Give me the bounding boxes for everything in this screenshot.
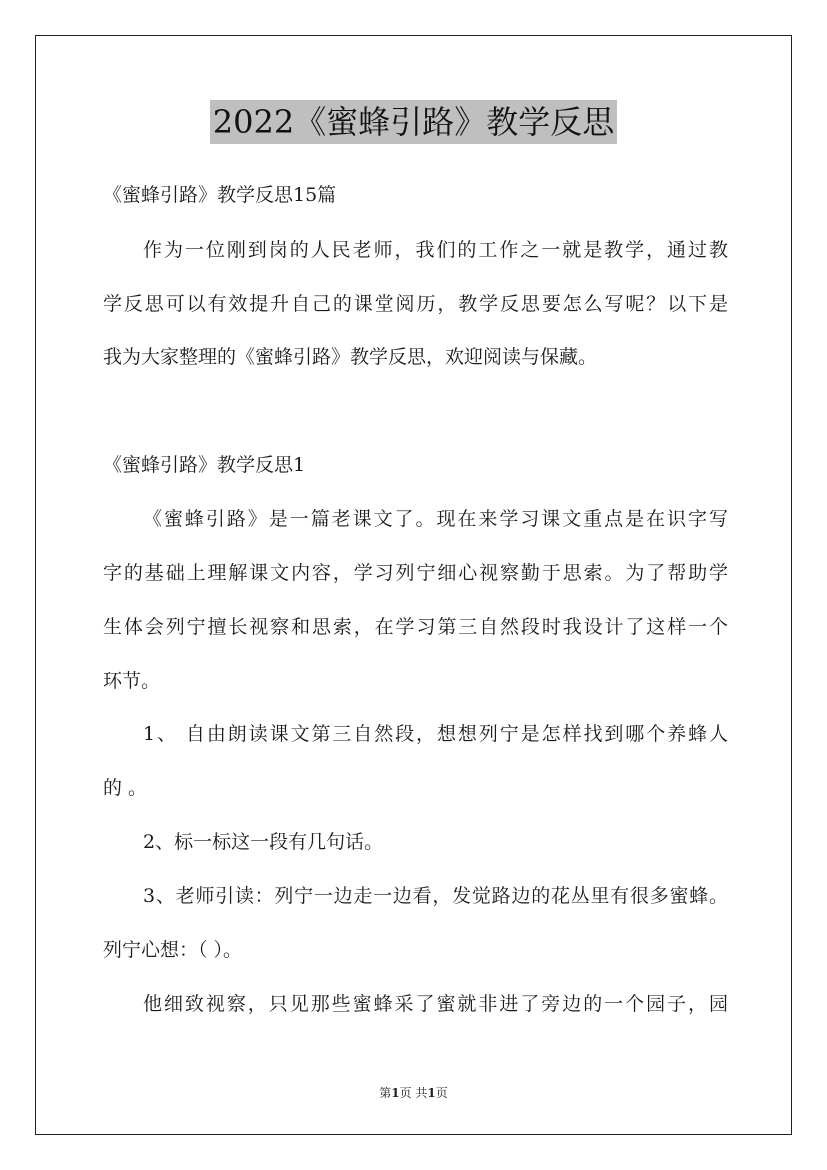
intro-line-2: 学反思可以有效提升自己的课堂阅历，教学反思要怎么写呢？以下是 xyxy=(103,293,728,315)
step1-line-2: 的 。 xyxy=(103,777,148,799)
document-subtitle: 《蜜蜂引路》教学反思15篇 xyxy=(103,184,337,206)
section1-line-1: 《蜜蜂引路》是一篇老课文了。现在来学习课文重点是在识字写 xyxy=(143,508,728,530)
footer-suffix: 页 xyxy=(435,1086,448,1100)
footer-page-number: 1 xyxy=(391,1086,400,1100)
intro-line-3: 我为大家整理的《蜜蜂引路》教学反思，欢迎阅读与保藏。 xyxy=(103,346,598,368)
section1-line-2: 字的基础上理解课文内容，学习列宁细心视察勤于思索。为了帮助学 xyxy=(103,562,728,584)
title-container xyxy=(0,100,827,144)
intro-line-1: 作为一位刚到岗的人民老师，我们的工作之一就是教学，通过教 xyxy=(143,239,728,261)
step3-line-1: 3、老师引读：列宁一边走一边看，发觉路边的花丛里有很多蜜蜂。 xyxy=(143,885,728,907)
step1-line-1: 1、 自由朗读课文第三自然段，想想列宁是怎样找到哪个养蜂人 xyxy=(143,723,728,745)
paragraph-last-line: 他细致视察，只见那些蜜蜂采了蜜就非进了旁边的一个园子，园 xyxy=(143,993,728,1015)
footer-total-pages: 1 xyxy=(427,1086,436,1100)
document-title: 2022《蜜蜂引路》教学反思 xyxy=(210,100,617,144)
section1-line-3: 生体会列宁擅长视察和思索，在学习第三自然段时我设计了这样一个 xyxy=(103,616,728,638)
section1-heading: 《蜜蜂引路》教学反思1 xyxy=(103,454,306,476)
footer-prefix: 第 xyxy=(379,1086,392,1100)
footer-mid: 页 共 xyxy=(399,1086,428,1100)
page-footer xyxy=(0,1084,827,1101)
step2-line: 2、标一标这一段有几句话。 xyxy=(143,831,384,853)
section1-line-4: 环节。 xyxy=(103,670,161,692)
step3-line-2: 列宁心想：（ ）。 xyxy=(103,939,243,961)
